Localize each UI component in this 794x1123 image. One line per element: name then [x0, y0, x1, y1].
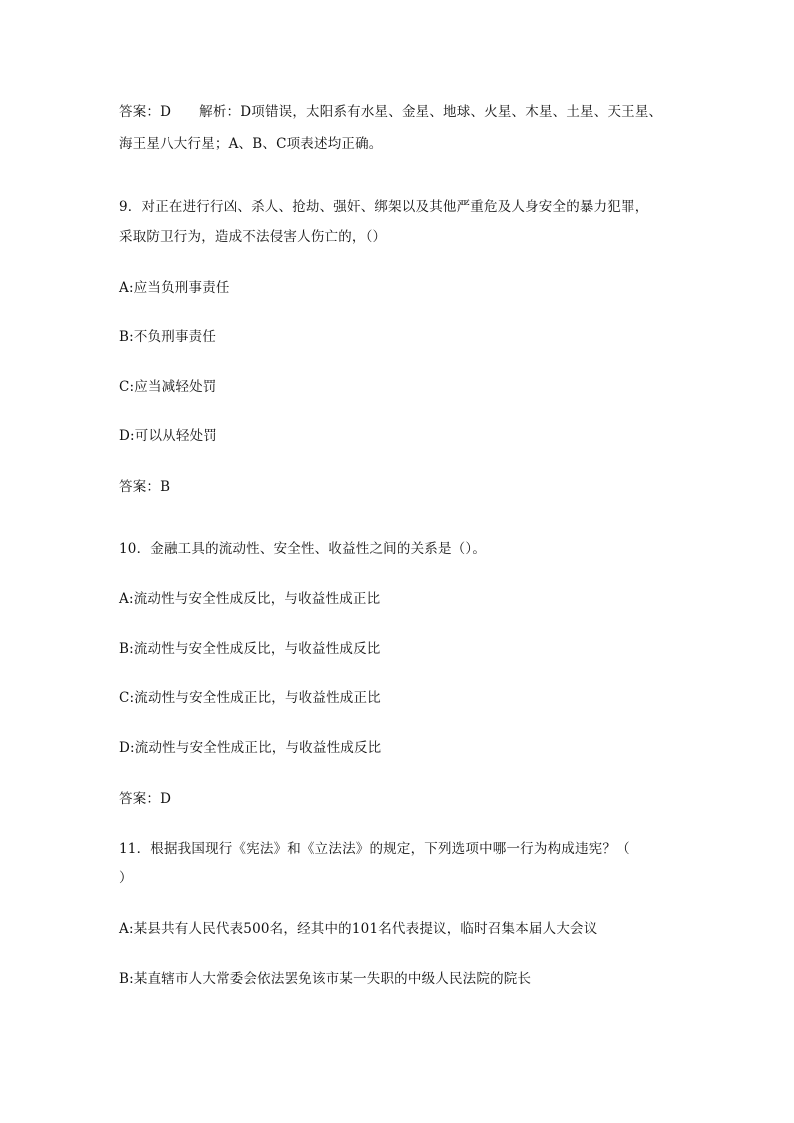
q9-option-b: B:不负刑事责任 [119, 329, 217, 345]
q10-option-c: C:流动性与安全性成正比，与收益性成正比 [119, 690, 381, 706]
q10-option-b: B:流动性与安全性成反比，与收益性成反比 [119, 641, 381, 657]
q8-answer: 答案：D [119, 104, 172, 120]
q9-option-a: A:应当负刑事责任 [119, 280, 230, 296]
q9-option-d: D:可以从轻处罚 [119, 428, 217, 444]
q10-answer: 答案：D [119, 791, 172, 807]
q10-option-d: D:流动性与安全性成正比，与收益性成反比 [119, 740, 382, 756]
q11-option-a: A:某县共有人民代表500名，经其中的101名代表提议，临时召集本届人大会议 [119, 921, 598, 937]
q10-option-a: A:流动性与安全性成反比，与收益性成正比 [119, 591, 381, 607]
q9-stem-line-1: 9．对正在进行行凶、杀人、抢劫、强奸、绑架以及其他严重危及人身安全的暴力犯罪， [119, 199, 649, 215]
q8-explanation: 解析：D项错误，太阳系有水星、金星、地球、火星、木星、土星、天王星、 [199, 104, 663, 120]
q11-stem-line-1: 11．根据我国现行《宪法》和《立法法》的规定，下列选项中哪一行为构成违宪？（ [119, 841, 630, 857]
q11-stem-line-2: ） [119, 870, 133, 886]
q8-answer-line-2: 海王星八大行星；A、B、C项表述均正确。 [119, 136, 383, 152]
q9-answer: 答案：B [119, 479, 171, 495]
q9-option-c: C:应当减轻处罚 [119, 379, 217, 395]
q8-answer-line-1 [119, 103, 662, 121]
q9-stem-line-2: 采取防卫行为，造成不法侵害人伤亡的，（） [119, 229, 387, 245]
q11-option-b: B:某直辖市人大常委会依法罢免该市某一失职的中级人民法院的院长 [119, 971, 532, 987]
q10-stem: 10．金融工具的流动性、安全性、收益性之间的关系是（）。 [119, 541, 487, 557]
